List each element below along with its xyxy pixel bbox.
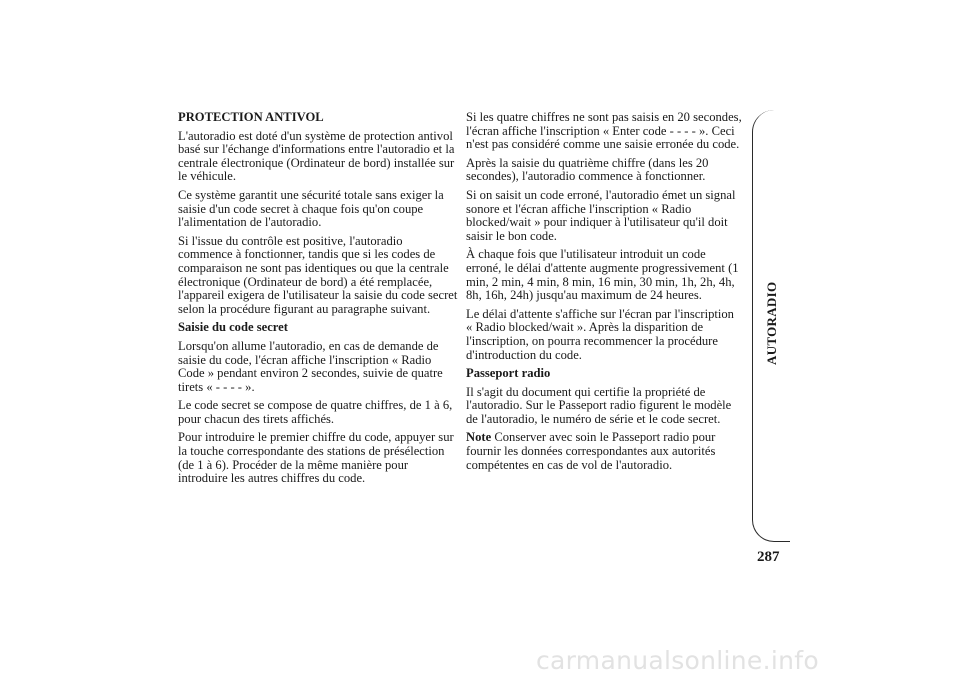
paragraph: Si l'issue du contrôle est positive, l'autoradio commence à fonctionner, tandis que si les codes de comparaison ne sont pas identiques ou que la centrale électronique (Ordinateur de bord) a été remplacée, l'appareil exigera de l'utilisateur la saisie du code secret selon la procédure figurant au paragraphe suivant. (178, 233, 458, 316)
paragraph: Lorsqu'on allume l'autoradio, en cas de demande de saisie du code, l'écran affiche l'inscription « Radio Code » pendant environ 2 secondes, suivie de quatre tirets « - - - - ». (178, 338, 443, 394)
paragraph: Pour introduire le premier chiffre du code, appuyer sur la touche correspondante des stations de présélection (de 1 à 6). Procéder de la même manière pour introduire les autres chiffres du code. (178, 430, 454, 486)
paragraph: L'autoradio est doté d'un système de protection antivol basé sur l'échange d'informations entre l'autoradio et la centrale électronique (Ordinateur de bord) installée sur le véhicule. (178, 128, 455, 184)
note-text: Conserver avec soin le Passeport radio pour fournir les données correspondantes aux autorités compétentes en cas de vol de l'autoradio. (466, 430, 716, 472)
right-column (466, 111, 742, 477)
paragraph: Il s'agit du document qui certifie la propriété de l'autoradio. Sur le Passeport radio figurent le modèle de l'autoradio, le numéro de série et le code secret. (466, 384, 732, 426)
paragraph: Le délai d'attente s'affiche sur l'écran par l'inscription « Radio blocked/wait ». Après la disparition de l'inscription, on pourra recommencer la procédure d'introduction du code. (466, 306, 734, 362)
page-number: 287 (757, 549, 780, 565)
note-paragraph (466, 431, 742, 472)
note-label: Note (466, 430, 492, 445)
subsection-heading: Saisie du code secret (178, 320, 288, 335)
section-heading: PROTECTION ANTIVOL (178, 110, 324, 124)
paragraph: Si les quatre chiffres ne sont pas saisis en 20 secondes, l'écran affiche l'inscription « Enter code - - - - ». Ceci n'est pas considéré comme une saisie erronée du code. (466, 110, 742, 152)
paragraph: Après la saisie du quatrième chiffre (dans les 20 secondes), l'autoradio commence à fonctionner. (466, 155, 709, 184)
left-column (178, 111, 460, 491)
paragraph: Le code secret se compose de quatre chiffres, de 1 à 6, pour chacun des tirets affichés. (178, 398, 453, 426)
paragraph: Ce système garantit une sécurité totale sans exiger la saisie d'un code secret à chaque fois qu'on coupe l'alimentation de l'autoradio. (178, 187, 444, 230)
paragraph: À chaque fois que l'utilisateur introduit un code erroné, le délai d'attente augmente progressivement (1 min, 2 min, 4 min, 8 min, 16 min, 30 min, 1h, 2h, 4h, 8h, 16h, 24h) jusqu'au maximum de 24 heures. (466, 247, 739, 303)
watermark: carmanualsonline.info (536, 646, 819, 675)
paragraph: Si on saisit un code erroné, l'autoradio émet un signal sonore et l'écran affiche l'inscription « Radio blocked/wait » pour indiquer à l'utilisateur qu'il doit saisir le bon code. (466, 187, 736, 243)
section-tab-label: AUTORADIO (764, 281, 779, 365)
subsection-heading: Passeport radio (466, 366, 551, 381)
